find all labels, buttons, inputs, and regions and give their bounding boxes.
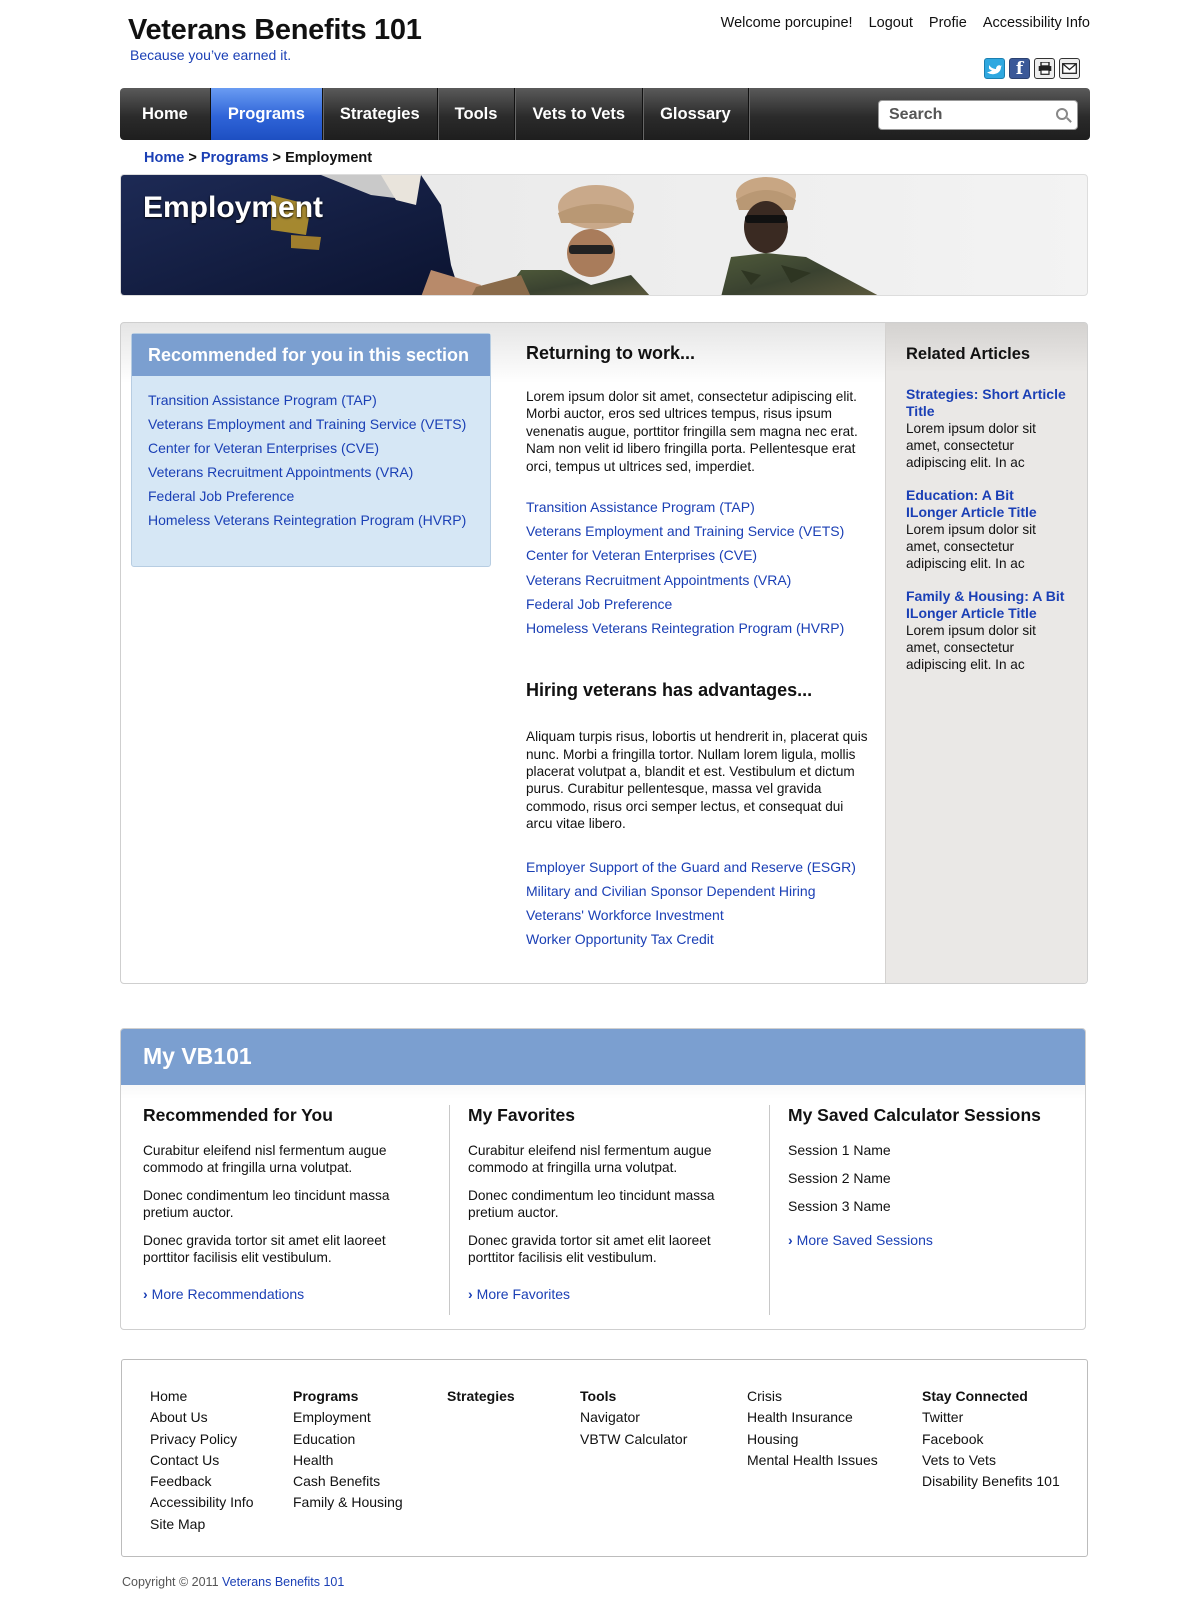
breadcrumb-home[interactable]: Home [144,150,185,166]
footer-link[interactable]: Housing [747,1430,799,1447]
section-heading-returning: Returning to work... [526,343,695,363]
more-favorites-label: More Favorites [476,1286,571,1303]
page-banner [120,174,1088,296]
footer-link[interactable]: Accessibility Info [150,1494,254,1511]
breadcrumb-programs[interactable]: Programs [200,150,269,166]
recommended-section-links [132,376,490,544]
footer-link[interactable]: Navigator [580,1409,640,1426]
recommended-section-box [131,333,491,567]
footer-link[interactable]: Feedback [150,1473,212,1490]
welcome-message: Welcome porcupine! [720,15,853,31]
footer-link[interactable]: Crisis [747,1388,782,1404]
print-icon[interactable] [1034,58,1055,79]
footer-link[interactable]: Health Insurance [747,1409,853,1426]
section-links-hiring [526,855,871,952]
footer-link[interactable]: Family & Housing [293,1494,403,1511]
link-sponsor-dependent-hiring[interactable]: Military and Civilian Sponsor Dependent Hiring [526,882,816,899]
footer-link[interactable]: Privacy Policy [150,1430,238,1447]
tagline: Because you’ve earned it. [130,47,292,63]
copyright-text: Copyright © 2011 [122,1575,223,1589]
nav-vets-to-vets[interactable]: Vets to Vets [515,88,643,140]
link-vets[interactable]: Veterans Employment and Training Service (VETS) [526,523,845,540]
more-favorites-link[interactable] [468,1286,738,1302]
link-esgr[interactable]: Employer Support of the Guard and Reserve (ESGR) [526,858,856,875]
section-paragraph-hiring: Aliquam turpis risus, lobortis ut hendrerit in, placerat quis nunc. Morbi a fringilla tortor. Nullam lorem ligula, mollis placerat volutpat a, blandit et est. Vestibulum et dictum purus. Curabitur pellentesque, massa vel gravida commodo, risus orci semper lectus, et consequat dui arcu vitae libero. [526,729,868,832]
saved-session-item[interactable]: Session 3 Name [788,1198,891,1214]
my-favorites-column [468,1105,738,1302]
column-divider [449,1105,450,1315]
link-hvrp[interactable]: Homeless Veterans Reintegration Program (HVRP) [526,620,845,637]
recommended-link-hvrp[interactable]: Homeless Veterans Reintegration Program (HVRP) [148,512,467,528]
saved-session-item[interactable]: Session 1 Name [788,1142,891,1158]
recommended-section-heading: Recommended for you in this section [132,334,490,376]
related-article-desc: Lorem ipsum dolor sit amet, consectetur adipiscing elit. In ac [906,522,1036,571]
link-federal-job-preference[interactable]: Federal Job Preference [526,595,673,612]
main-column [526,343,871,952]
link-tap[interactable]: Transition Assistance Program (TAP) [526,499,755,516]
accessibility-info-link[interactable]: Accessibility Info [982,15,1090,31]
footer-col-site [150,1386,253,1535]
nav-home[interactable]: Home [120,88,211,140]
footer-link[interactable]: Vets to Vets [922,1451,996,1468]
link-cve[interactable]: Center for Veteran Enterprises (CVE) [526,547,758,564]
my-recommended-item: Curabitur eleifend nisl fermentum augue commodo at fringilla urna volutpat. [143,1143,387,1176]
footer-link[interactable]: About Us [150,1409,208,1426]
more-recommendations-link[interactable] [143,1286,413,1302]
link-worker-opportunity-tax-credit[interactable]: Worker Opportunity Tax Credit [526,931,714,948]
nav-strategies[interactable]: Strategies [323,88,438,140]
copyright-link[interactable]: Veterans Benefits 101 [222,1575,345,1589]
saved-session-item[interactable]: Session 2 Name [788,1170,891,1186]
nav-tools[interactable]: Tools [438,88,516,140]
related-article-title[interactable]: Education: A Bit ILonger Article Title [906,487,1037,520]
copyright [122,1575,344,1589]
nav-programs[interactable]: Programs [211,88,323,140]
my-recommended-item: Donec condimentum leo tincidunt massa pretium auctor. [143,1187,390,1221]
content-panel [120,322,1088,984]
footer-heading-tools[interactable]: Tools [580,1388,617,1404]
footer-link[interactable]: Employment [293,1409,371,1426]
my-recommended-item: Donec gravida tortor sit amet elit laoreet porttitor facilisis elit vestibulum. [143,1232,386,1266]
my-recommended-heading: Recommended for You [143,1105,333,1125]
twitter-icon[interactable] [984,58,1005,79]
share-icons [984,58,1080,79]
recommended-link-cve[interactable]: Center for Veteran Enterprises (CVE) [148,440,380,456]
profile-link[interactable]: Profie [928,15,967,31]
main-nav [120,88,1090,140]
recommended-link-tap[interactable]: Transition Assistance Program (TAP) [148,392,377,408]
my-vb101-panel [120,1028,1086,1330]
footer-col-topics [747,1386,878,1471]
my-sessions-heading: My Saved Calculator Sessions [788,1105,1041,1125]
footer-link[interactable]: Contact Us [150,1451,220,1468]
site-title[interactable]: Veterans Benefits 101 [128,14,422,46]
breadcrumb-current: Employment [285,150,373,166]
footer-link[interactable]: Mental Health Issues [747,1451,878,1468]
related-article-desc: Lorem ipsum dolor sit amet, consectetur adipiscing elit. In ac [906,421,1036,470]
link-workforce-investment[interactable]: Veterans' Workforce Investment [526,907,724,924]
search-icon[interactable] [1056,108,1068,120]
related-article-title[interactable]: Family & Housing: A Bit ILonger Article Title [906,588,1065,621]
more-saved-sessions-label: More Saved Sessions [796,1232,933,1248]
section-paragraph-returning: Lorem ipsum dolor sit amet, consectetur adipiscing elit. Morbi auctor, eros sed ultrices tempus, risus ipsum venenatis augue, porttitor fringilla sem magna nec erat. Nam non velit id libero fringilla porta. Pellentesque erat orci, tempus ut ultrices sed, imperdiet. [526,389,858,474]
breadcrumb-separator: > [268,150,286,166]
related-article-desc: Lorem ipsum dolor sit amet, consectetur adipiscing elit. In ac [906,623,1036,672]
breadcrumb [144,150,372,166]
facebook-icon[interactable]: f [1009,58,1030,79]
chevron-right-icon: › [788,1232,793,1248]
recommended-link-federal-job-preference[interactable]: Federal Job Preference [148,488,295,504]
my-favorites-item: Donec gravida tortor sit amet elit laoreet porttitor facilisis elit vestibulum. [468,1232,711,1266]
recommended-link-vra[interactable]: Veterans Recruitment Appointments (VRA) [148,464,414,480]
search-input[interactable] [878,100,1078,130]
footer-col-programs [293,1386,403,1514]
related-article [906,588,1067,673]
footer-link[interactable]: Health [293,1451,334,1468]
related-article [906,386,1067,471]
search-placeholder: Search [889,106,943,123]
footer-link[interactable]: Disability Benefits 101 [922,1473,1060,1490]
footer-link[interactable]: VBTW Calculator [580,1430,688,1447]
footer-link[interactable]: Home [150,1388,188,1404]
section-heading-hiring: Hiring veterans has advantages... [526,680,813,701]
footer-link[interactable]: Twitter [922,1409,964,1426]
related-article [906,487,1067,572]
email-icon[interactable] [1059,58,1080,79]
my-vb101-heading: My VB101 [121,1029,1085,1085]
my-recommended-column [143,1105,413,1302]
footer-heading-strategies[interactable]: Strategies [447,1388,515,1404]
footer-link[interactable]: Site Map [150,1515,206,1532]
breadcrumb-separator: > [184,150,201,166]
more-recommendations-label: More Recommendations [151,1286,305,1303]
site-footer [121,1359,1088,1557]
nav-glossary[interactable]: Glossary [643,88,749,140]
page-title: Employment [143,191,324,224]
related-article-title[interactable]: Strategies: Short Article Title [906,386,1066,419]
footer-link[interactable]: Facebook [922,1430,984,1447]
footer-heading-programs[interactable]: Programs [293,1388,359,1404]
my-sessions-column [788,1105,1078,1248]
chevron-right-icon: › [468,1286,473,1303]
logout-link[interactable]: Logout [868,15,913,31]
footer-link[interactable]: Education [293,1430,356,1447]
my-favorites-item: Donec condimentum leo tincidunt massa pretium auctor. [468,1187,715,1221]
user-links [721,15,1090,31]
chevron-right-icon: › [143,1286,148,1303]
more-saved-sessions-link[interactable] [788,1232,1078,1248]
footer-col-stay-connected [922,1386,1060,1492]
related-articles [885,323,1087,984]
footer-heading-stay-connected: Stay Connected [922,1388,1028,1404]
footer-col-tools [580,1386,687,1450]
footer-link[interactable]: Cash Benefits [293,1473,381,1490]
column-divider [769,1105,770,1315]
footer-col-strategies [447,1386,515,1407]
related-articles-heading: Related Articles [906,345,1031,363]
link-vra[interactable]: Veterans Recruitment Appointments (VRA) [526,571,792,588]
recommended-link-vets[interactable]: Veterans Employment and Training Service (VETS) [148,416,467,432]
my-favorites-item: Curabitur eleifend nisl fermentum augue commodo at fringilla urna volutpat. [468,1143,712,1176]
my-favorites-heading: My Favorites [468,1105,575,1125]
section-links-returning [526,495,871,640]
